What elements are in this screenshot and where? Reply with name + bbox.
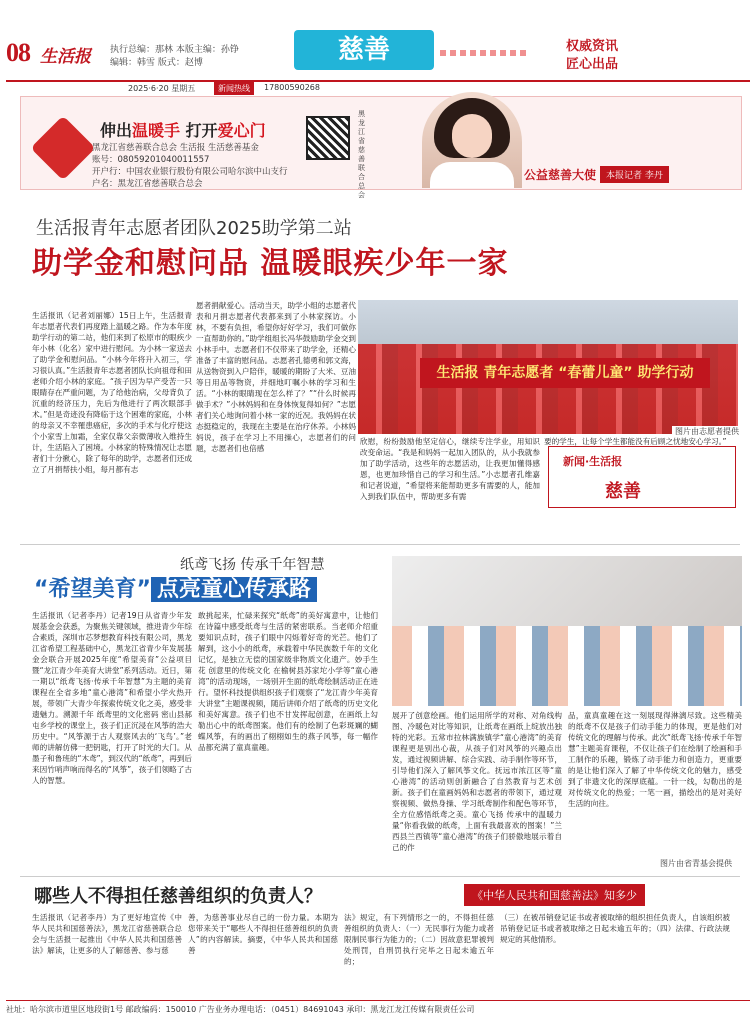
story2-column-d: 品，童真童趣在这一刻展现得淋漓尽致。这些精美的纸鸢不仅是孩子们动手能力的体现，更是他们对传统文化的理解与传承。此次“纸鸢飞扬·传承千年智慧”主题美育课程，不仅让孩子们在绘制了绘画和手工制作的乐趣，锻炼了动手能力和创造力，更重要的是让他们深入了解了中华传统文化的魅力，感受到了非遗文化的深厚底蕴。一针一线，勾勒出的是对传统文化的热爱；一笔一画，描绘出的是对美好生活的向往。 bbox=[568, 711, 742, 808]
footer: 社址：哈尔滨市道里区地段街1号 邮政编码：150010 广告业务办理电话：（0451）84691043 承印：黑龙江龙江传媒有限责任公司 bbox=[6, 1000, 750, 1015]
qr-code-icon bbox=[306, 116, 350, 160]
story1-column-d: 要的学生，让每个学生都能没有后顾之忧地安心学习。” bbox=[544, 437, 727, 446]
story3-column-d: （三）在被吊销登记证书或者被取缔的组织担任负责人，自该组织被吊销登记证书或者被取缔之日起未逾五年的；（四）法律、行政法规规定的其他情形。 bbox=[500, 913, 730, 944]
story3-title: 哪些人不得担任慈善组织的负责人？ bbox=[34, 886, 322, 907]
banner-org-info bbox=[92, 142, 288, 190]
story3-column-b: 善，为慈善事业尽自己的一份力量。本期为您带来关于“哪些人不得担任慈善组织的负责人”的内容解读。摘要，《中华人民共和国慈善 bbox=[188, 913, 338, 955]
holder-line: 户名：黑龙江省慈善联合总会 bbox=[92, 179, 203, 189]
editor-meta bbox=[110, 44, 239, 70]
hotline-label: 新闻热线 bbox=[214, 82, 254, 95]
section-divider bbox=[20, 544, 740, 545]
newspaper-brand: 生活报 bbox=[40, 47, 91, 67]
slogan-part-b: 温暖手 bbox=[132, 121, 181, 140]
story1-column-b: 愿者捐献爱心。活动当天，助学小组的志愿者代表和月捐志愿者代表都来到了小林家探访。小林，不要有负担，希望你好好学习，我们可做你一直帮助你的。”助学组组长冯华鼓励助学金交到小林手中。志愿者们不仅带来了助学金，还精心准备了丰富的慰问品。志愿者孔德勇和郭文海，从送物资到入户陪伴，暖暖的期盼了大米、豆油等日用品等物资，并细地叮嘱小林的学习和生活。“小林的眼睛现在怎么样了？”“什么时候再做手术？”小林妈妈和在身体恢复得如何？”志愿者们关心地询问着小林一家的近况。我妈妈在状态挺稳定的，我现在主要是在治疗休养。小林妈妈说，孩子在学习上不用操心，志愿者们的问题，志愿者们也倍感 bbox=[196, 301, 356, 453]
banner-slogan bbox=[100, 118, 266, 141]
editor-line-1: 执行总编：那林 本版主编：孙铮 bbox=[110, 45, 239, 55]
logo-bottom-text: 慈善 bbox=[605, 481, 641, 502]
kite-class-photo bbox=[392, 556, 742, 706]
bank-line: 开户行：中国农业银行股份有限公司哈尔滨中山支行 bbox=[92, 167, 288, 177]
photo1-caption: 图片由志愿者提供 bbox=[672, 426, 742, 437]
logo-top-text: 新闻·生活报 bbox=[563, 455, 623, 468]
story1-column-a: 生活报讯（记者刘丽娜）15日上午，生活报青年志愿者代表们再度踏上温暖之路。作为本年度助学行动的第二站，他们来到了松原市的眼疾少年小林（化名）家中进行慰问。为小林一家送去了助学金和慰问品。“小林今年将升入初三，学习很认真。”生活报青年志愿者团队长向祖母和田老师介绍小林的家庭。“孩子因为早产受苦一只眼睛存在严重问题，为了给他治病，父母背负了沉重的经济压力，先后为他进行了两次眼部手术。”但是奇迹没有降临于这个困难的家庭，小林的母亲又不幸罹患癌症，多次的手术与化疗使这个小家雪上加霜，全家仅靠父亲微薄收入维持生计，生活陷入了困境。小林家的特殊情况让志愿者们十分揪心，除了每年的助学，志愿者们还成立了月捐帮扶小组，每月都有志 bbox=[32, 311, 192, 474]
volunteer-group-photo bbox=[358, 300, 738, 434]
hotline-number: 17800590268 bbox=[264, 83, 320, 92]
section-divider-2 bbox=[20, 876, 740, 877]
editor-line-2: 编辑：韩雪 版式：赵博 bbox=[110, 58, 203, 68]
story2-column-b: 敢挑起来，忙碌来探究“纸鸢”的美好寓意中，让他们在诗篇中感受纸鸢与生活的紧密联系。当老师介绍重要知识点时，孩子们眼中闪烁着好奇的光芒。他们了解到，这小小的纸鸢，承载着中华民族数千年的文化记忆，是独立无偿的国家级非物质文化遗产。妙手生花 创意里的传统文化 在榆树县苏家坨小学等“童心港湾”的活动现场，一场别开生面的纸鸢绘制活动正在进行。望怀科技提供组织孩子们观察了“龙江青少年美育大讲堂”主题课视频，随后讲师介绍了纸鸢的历史文化和美好寓意。孩子们也不甘发挥起创意，在画纸上勾勒出心中的纸鸢图案。他们有的绘制了色彩斑斓的蝴蝶风筝，有的画出了栩栩如生的燕子风筝，每一幅作品都充满了童真童趣。 bbox=[198, 611, 378, 752]
story2-title-b: 点亮童心传承路 bbox=[151, 577, 317, 602]
story3-tag: 《中华人民共和国慈善法》知多少 bbox=[464, 884, 645, 906]
issue-date: 2025·6·20 星期五 bbox=[128, 84, 196, 93]
photo-banner-text: 生活报 青年志愿者 “春蕾儿童” 助学行动 bbox=[420, 358, 710, 388]
slogan-line-2: 匠心出品 bbox=[566, 57, 619, 72]
qr-label: 黑龙江省慈善联合总会 bbox=[358, 110, 365, 199]
reporter-badge: 本报记者 李丹 bbox=[600, 166, 669, 183]
decorative-dots bbox=[440, 50, 530, 56]
section-tag: 慈善 bbox=[294, 30, 434, 70]
story2-column-a: 生活报讯（记者李丹）记者19日从省青少年发展基金会获悉，为聚焦关键领域，推进青少年综合素质，深圳市芯梦想教育科技有限公司，黑龙江省希望工程基础中心，黑龙江省青少年发展基金会联合开展2025年度“希望美育”公益项目暨“龙江青少年美育大讲堂”系列活动。近日，第一期以“纸鸢飞扬·传承千年智慧”为主题的美育课程在全省多地“童心港湾”和希望小学火热开展，带领广大青少年探索传统文化之美，感受非遗魅力。溯源千年 纸鸢里的文化密码 密山县郝屯乡学校的课堂上，孩子们正沉浸在风筝的浩大历史中。“风筝源于古人观察风去的‘飞鸟’。”老师的讲解仿佛一把钥匙，打开了时光的大门。从墨子和鲁班的“木鸢”，到汉代的“纸鸢”，再到后来因竹哨声响而得名的“风筝”，孩子们领略了古人的智慧。 bbox=[32, 611, 193, 785]
account-line: 账号：08059201040011557 bbox=[92, 155, 210, 165]
story3-column-c: 法》规定，有下列情形之一的，不得担任慈善组织的负责人：（一）无民事行为能力或者限制民事行为能力的；（二）因故意犯罪被判处刑罚，自刑罚执行完毕之日起未逾五年的； bbox=[344, 913, 494, 966]
photo2-caption: 图片由省青基会提供 bbox=[660, 859, 732, 868]
story3-column-a: 生活报讯（记者李丹）为了更好地宣传《中华人民共和国慈善法》，黑龙江省慈善联合总会与生活报一起推出《中华人民共和国慈善法》解读，让更多的人了解慈善、参与慈 bbox=[32, 913, 182, 955]
story1-subtitle: 生活报青年志愿者团队2025助学第二站 bbox=[36, 218, 352, 239]
org-line: 黑龙江省慈善联合总会 生活报 生活慈善基金 bbox=[92, 143, 259, 153]
charity-logo bbox=[548, 446, 736, 508]
story2-title-a: “希望美育” bbox=[34, 577, 151, 602]
slogan-line-1: 权威资讯 bbox=[566, 39, 619, 54]
story2-column-c: 展开了创意绘画。他们运用所学的对称、对角线构图、冷暖色对比等知识，让纸鸢在画纸上绽放出独特的光彩。五常市拉林满族镇学“童心港湾”的美育课程更是别出心裁，从孩子们对风筝的兴趣点出发，通过视频讲解、综合实践、动手制作等环节，引导他们深入了解风筝文化。抚远市浓江区等“童心港湾”的活动则创新融合了自然教育与艺术创新。孩子们在童画妈妈和志愿者的带领下，通过观察视频、做热身操、学习纸鸢制作和配色等环节，全方位感悟纸鸢之美。童心飞扬 传承中的温暖力量“你看我做的纸鸢，上面有我最喜欢的图案！”兰西县兰西镇等“童心港湾”的孩子们骄傲地展示着自己的作 bbox=[392, 711, 562, 852]
slogan-part-c: 打开 bbox=[180, 121, 218, 140]
slogan-part-d: 爱心门 bbox=[217, 121, 266, 140]
header-right-slogan bbox=[566, 38, 618, 74]
slogan-part-a: 伸出 bbox=[100, 121, 133, 140]
story2-subtitle: 纸鸢飞扬 传承千年智慧 bbox=[180, 557, 325, 573]
ambassador-portrait bbox=[422, 92, 522, 188]
story2-title bbox=[34, 572, 317, 603]
story1-title: 助学金和慰问品 温暖眼疾少年一家 bbox=[32, 246, 509, 281]
header-rule bbox=[6, 80, 750, 82]
page-number: 08 bbox=[6, 38, 30, 67]
ambassador-label: 公益慈善大使 bbox=[524, 168, 597, 182]
story1-column-c: 欣慰，纷纷鼓励他坚定信心，继续专注学业，用知识改变命运。“我是和妈妈一起加入团队的，从小我就参加了助学活动，这些年的志愿活动，让我更加懂得感恩，也更加珍惜自己的学习和生活。”小志愿者孔维嘉和记者说道，“希望将来能帮助更多有需要的人，能加入到我们队伍中，帮助更多有需 bbox=[360, 437, 540, 501]
